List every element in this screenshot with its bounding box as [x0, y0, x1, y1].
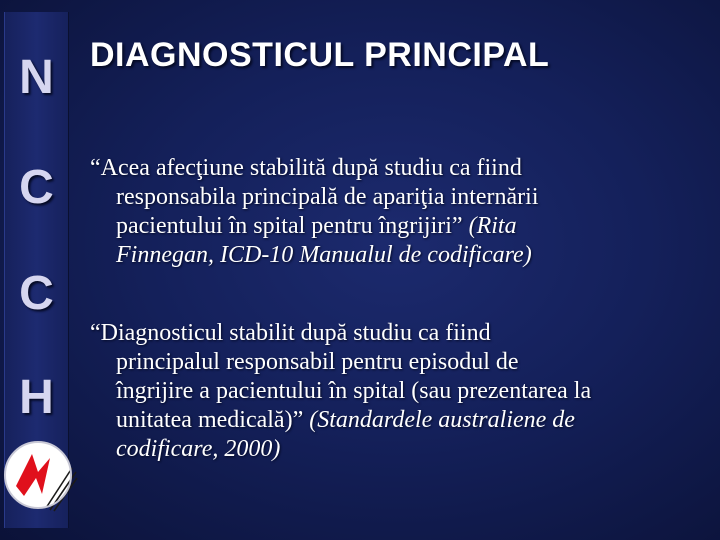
definition-2-citation: (Standardele australiene de: [309, 407, 575, 433]
definition-1-text: pacientului în spital pentru îngrijiri”: [116, 213, 469, 239]
side-letter-h: H: [19, 371, 54, 424]
definition-1-line: “Acea afecţiune stabilită după studiu ca fiind: [90, 155, 522, 181]
definition-1-citation: Finnegan, ICD-10 Manualul de codificare): [116, 242, 532, 268]
definition-2-line: îngrijire a pacientului în spital (sau prezentarea la: [116, 378, 592, 404]
definition-2-line: principalul responsabil pentru episodul de: [116, 349, 519, 375]
side-letter-c1: C: [19, 161, 54, 214]
definition-2-citation: codificare, 2000): [116, 436, 281, 462]
side-letter-n: N: [19, 51, 54, 104]
side-letter-c2: C: [19, 267, 54, 320]
definition-2: [90, 319, 690, 464]
definition-1: [90, 154, 690, 270]
page-title: DIAGNOSTICUL PRINCIPAL: [90, 36, 550, 74]
definition-2-line: “Diagnosticul stabilit după studiu ca fiind: [90, 320, 491, 346]
definition-1-citation: (Rita: [468, 213, 517, 239]
definition-2-text: unitatea medicală)”: [116, 407, 310, 433]
definition-2-line: [90, 406, 690, 435]
definition-1-line: [90, 212, 690, 241]
logo-icon: [2, 438, 78, 514]
definition-1-line: responsabila principală de apariţia internării: [116, 184, 539, 210]
